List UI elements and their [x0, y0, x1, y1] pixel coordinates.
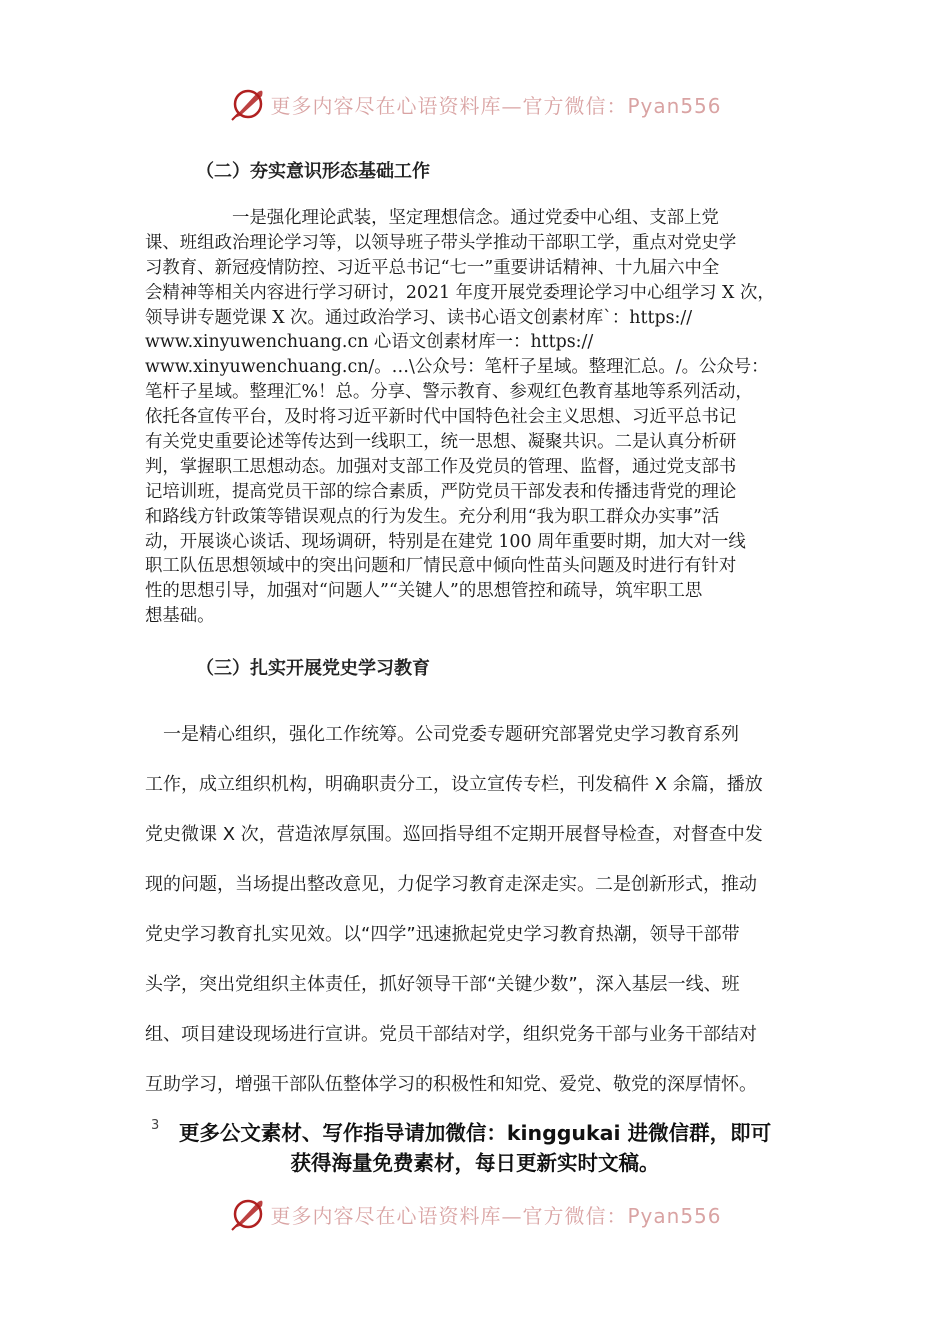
footer-notice: [150, 1118, 800, 1178]
section-heading: （二）夯实意识形态基础工作: [196, 161, 430, 182]
banner-text: 更多内容尽在心语资料库—官方微信：Pyan556: [270, 1203, 722, 1228]
text-line: 党史微课 X 次，营造浓厚氛围。巡回指导组不定期开展督导检查，对督查中发: [145, 824, 763, 845]
text-line: www.xinyuwenchuang.cn/。…\公众号：笔杆子星域。整理汇总。/。公众号：: [145, 357, 769, 378]
text-line: 判，掌握职工思想动态。加强对支部工作及党员的管理、监督，通过党支部书: [145, 456, 737, 477]
text-line: 头学，突出党组织主体责任，抓好领导干部“关键少数”，深入基层一线、班: [145, 974, 740, 995]
text-line: 现的问题，当场提出整改意见，力促学习教育走深走实。二是创新形式，推动: [145, 874, 757, 895]
body-paragraph: [145, 206, 800, 629]
text-line: 习教育、新冠疫情防控、习近平总书记“七一”重要讲话精神、十九届六中全: [145, 257, 720, 278]
text-line: 一是强化理论武装，坚定理想信念。通过党委中心组、支部上党: [145, 208, 719, 228]
text-line: 党史学习教育扎实见效。以“四学”迅速掀起党史学习教育热潮，领导干部带: [145, 924, 740, 945]
text-line: 一是精心组织，强化工作统筹。公司党委专题研究部署党史学习教育系列: [145, 724, 739, 745]
quill-logo-icon: [228, 84, 268, 124]
page-number: 3: [151, 1118, 160, 1133]
text-line: 和路线方针政策等错误观点的行为发生。充分利用“我为职工群众办实事”活: [145, 506, 720, 527]
text-line: 有关党史重要论述等传达到一线职工，统一思想、凝聚共识。二是认真分析研: [145, 432, 737, 453]
text-line: 互助学习，增强干部队伍整体学习的积极性和知党、爱党、敬党的深厚情怀。: [145, 1074, 757, 1095]
header-watermark-banner: [0, 80, 950, 128]
text-line: 记培训班，提高党员干部的综合素质，严防党员干部发表和传播违背党的理论: [145, 481, 737, 502]
text-line: 想基础。: [145, 606, 215, 627]
footer-line: 更多公文素材、写作指导请加微信：kinggukai 进微信群，即可: [178, 1121, 772, 1145]
text-line: 组、项目建设现场进行宣讲。党员干部结对学，组织党务干部与业务干部结对: [145, 1024, 757, 1045]
text-line: www.xinyuwenchuang.cn 心语文创素材库一：https://: [145, 332, 594, 353]
text-line: 领导讲专题党课 X 次。通过政治学习、读书心语文创素材库`：https://: [145, 307, 693, 328]
text-line: 职工队伍思想领域中的突出问题和厂情民意中倾向性苗头问题及时进行有针对: [145, 556, 737, 577]
text-line: 工作，成立组织机构，明确职责分工，设立宣传专栏，刊发稿件 X 余篇，播放: [145, 774, 763, 795]
text-line: 笔杆子星域。整理汇%！总。分享、警示教育、参观红色教育基地等系列活动，: [145, 382, 753, 403]
quill-logo-icon: [228, 1194, 268, 1234]
text-line: 动，开展谈心谈话、现场调研，特别是在建党 100 周年重要时期，加大对一线: [145, 531, 746, 552]
footer-watermark-banner: [0, 1190, 950, 1238]
footer-line: 获得海量免费素材，每日更新实时文稿。: [290, 1151, 660, 1175]
section-heading: （三）扎实开展党史学习教育: [196, 658, 430, 679]
body-paragraph: [145, 710, 805, 1110]
banner-text: 更多内容尽在心语资料库—官方微信：Pyan556: [270, 93, 722, 118]
text-line: 性的思想引导，加强对“问题人”“关键人”的思想管控和疏导，筑牢职工思: [145, 581, 703, 602]
text-line: 会精神等相关内容进行学习研讨，2021 年度开展党委理论学习中心组学习 X 次，: [145, 282, 775, 303]
text-line: 课、班组政治理论学习等，以领导班子带头学推动干部职工学，重点对党史学: [145, 232, 737, 253]
text-line: 依托各宣传平台，及时将习近平新时代中国特色社会主义思想、习近平总书记: [145, 407, 737, 428]
